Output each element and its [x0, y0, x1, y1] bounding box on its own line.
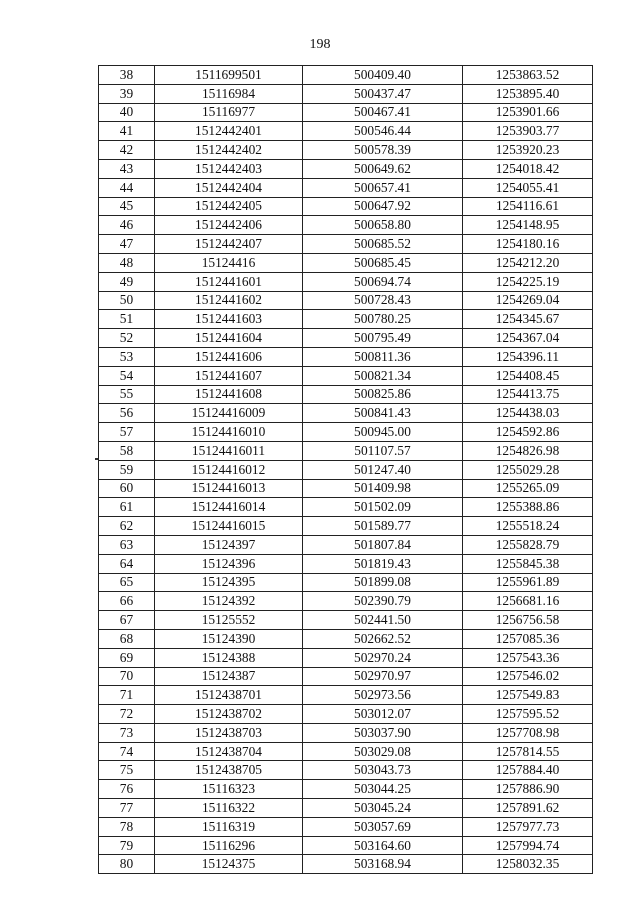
point-id-cell: 15124416011	[155, 441, 303, 460]
row-index-cell: 59	[99, 460, 155, 479]
x-coordinate-cell: 500811.36	[303, 347, 463, 366]
y-coordinate-cell: 1254345.67	[463, 310, 593, 329]
point-id-cell: 15125552	[155, 611, 303, 630]
row-index-cell: 49	[99, 272, 155, 291]
y-coordinate-cell: 1257549.83	[463, 686, 593, 705]
table-row	[99, 329, 593, 348]
x-coordinate-cell: 503044.25	[303, 780, 463, 799]
x-coordinate-cell: 503012.07	[303, 705, 463, 724]
table-row	[99, 122, 593, 141]
y-coordinate-cell: 1255828.79	[463, 535, 593, 554]
x-coordinate-cell: 501589.77	[303, 517, 463, 536]
x-coordinate-cell: 503045.24	[303, 799, 463, 818]
y-coordinate-cell: 1258032.35	[463, 855, 593, 874]
y-coordinate-cell: 1257708.98	[463, 723, 593, 742]
row-index-cell: 48	[99, 253, 155, 272]
row-index-cell: 66	[99, 592, 155, 611]
row-index-cell: 58	[99, 441, 155, 460]
y-coordinate-cell: 1254367.04	[463, 329, 593, 348]
point-id-cell: 1512438701	[155, 686, 303, 705]
point-id-cell: 1512441602	[155, 291, 303, 310]
table-row	[99, 686, 593, 705]
x-coordinate-cell: 503057.69	[303, 817, 463, 836]
x-coordinate-cell: 500649.62	[303, 159, 463, 178]
table-row	[99, 103, 593, 122]
table-row	[99, 141, 593, 160]
x-coordinate-cell: 501819.43	[303, 554, 463, 573]
y-coordinate-cell: 1255029.28	[463, 460, 593, 479]
x-coordinate-cell: 503168.94	[303, 855, 463, 874]
table-row	[99, 592, 593, 611]
table-row	[99, 253, 593, 272]
point-id-cell: 15124416012	[155, 460, 303, 479]
row-index-cell: 80	[99, 855, 155, 874]
y-coordinate-cell: 1255518.24	[463, 517, 593, 536]
table-row	[99, 404, 593, 423]
table-row	[99, 66, 593, 85]
table-row	[99, 705, 593, 724]
table-row	[99, 517, 593, 536]
x-coordinate-cell: 500795.49	[303, 329, 463, 348]
y-coordinate-cell: 1254180.16	[463, 235, 593, 254]
point-id-cell: 1512441603	[155, 310, 303, 329]
row-index-cell: 74	[99, 742, 155, 761]
point-id-cell: 1512442401	[155, 122, 303, 141]
x-coordinate-cell: 500728.43	[303, 291, 463, 310]
table-row	[99, 780, 593, 799]
point-id-cell: 1512442405	[155, 197, 303, 216]
table-row	[99, 197, 593, 216]
y-coordinate-cell: 1253920.23	[463, 141, 593, 160]
row-index-cell: 57	[99, 423, 155, 442]
coordinates-table	[98, 65, 593, 874]
y-coordinate-cell: 1254018.42	[463, 159, 593, 178]
row-index-cell: 78	[99, 817, 155, 836]
x-coordinate-cell: 500647.92	[303, 197, 463, 216]
point-id-cell: 1512442403	[155, 159, 303, 178]
y-coordinate-cell: 1255845.38	[463, 554, 593, 573]
row-index-cell: 54	[99, 366, 155, 385]
row-index-cell: 50	[99, 291, 155, 310]
table-row	[99, 817, 593, 836]
table-row	[99, 84, 593, 103]
table-row	[99, 611, 593, 630]
point-id-cell: 1512442404	[155, 178, 303, 197]
point-id-cell: 1512441608	[155, 385, 303, 404]
table-row	[99, 554, 593, 573]
row-index-cell: 60	[99, 479, 155, 498]
y-coordinate-cell: 1255388.86	[463, 498, 593, 517]
table-row	[99, 742, 593, 761]
y-coordinate-cell: 1256681.16	[463, 592, 593, 611]
x-coordinate-cell: 503043.73	[303, 761, 463, 780]
row-index-cell: 69	[99, 648, 155, 667]
row-index-cell: 38	[99, 66, 155, 85]
x-coordinate-cell: 500409.40	[303, 66, 463, 85]
point-id-cell: 15124390	[155, 629, 303, 648]
y-coordinate-cell: 1254148.95	[463, 216, 593, 235]
point-id-cell: 15124416014	[155, 498, 303, 517]
table-row	[99, 573, 593, 592]
y-coordinate-cell: 1257085.36	[463, 629, 593, 648]
table-row	[99, 648, 593, 667]
point-id-cell: 15124416013	[155, 479, 303, 498]
table-row	[99, 761, 593, 780]
point-id-cell: 15124388	[155, 648, 303, 667]
table-row	[99, 667, 593, 686]
table-row	[99, 479, 593, 498]
point-id-cell: 1512441607	[155, 366, 303, 385]
x-coordinate-cell: 500825.86	[303, 385, 463, 404]
row-index-cell: 72	[99, 705, 155, 724]
point-id-cell: 15116322	[155, 799, 303, 818]
y-coordinate-cell: 1255265.09	[463, 479, 593, 498]
x-coordinate-cell: 500780.25	[303, 310, 463, 329]
x-coordinate-cell: 503029.08	[303, 742, 463, 761]
point-id-cell: 15124416009	[155, 404, 303, 423]
table-row	[99, 498, 593, 517]
row-index-cell: 45	[99, 197, 155, 216]
y-coordinate-cell: 1254396.11	[463, 347, 593, 366]
table-row	[99, 460, 593, 479]
point-id-cell: 15124387	[155, 667, 303, 686]
table-row	[99, 366, 593, 385]
y-coordinate-cell: 1257891.62	[463, 799, 593, 818]
y-coordinate-cell: 1254055.41	[463, 178, 593, 197]
point-id-cell: 1512442406	[155, 216, 303, 235]
point-id-cell: 15124396	[155, 554, 303, 573]
table-row	[99, 423, 593, 442]
table-row	[99, 216, 593, 235]
x-coordinate-cell: 502390.79	[303, 592, 463, 611]
y-coordinate-cell: 1255961.89	[463, 573, 593, 592]
table-row	[99, 291, 593, 310]
row-index-cell: 43	[99, 159, 155, 178]
row-index-cell: 76	[99, 780, 155, 799]
point-id-cell: 15124375	[155, 855, 303, 874]
x-coordinate-cell: 500841.43	[303, 404, 463, 423]
y-coordinate-cell: 1254826.98	[463, 441, 593, 460]
x-coordinate-cell: 500945.00	[303, 423, 463, 442]
x-coordinate-cell: 501899.08	[303, 573, 463, 592]
row-index-cell: 65	[99, 573, 155, 592]
x-coordinate-cell: 501502.09	[303, 498, 463, 517]
x-coordinate-cell: 500657.41	[303, 178, 463, 197]
y-coordinate-cell: 1254413.75	[463, 385, 593, 404]
x-coordinate-cell: 503037.90	[303, 723, 463, 742]
x-coordinate-cell: 502973.56	[303, 686, 463, 705]
y-coordinate-cell: 1253901.66	[463, 103, 593, 122]
table-row	[99, 629, 593, 648]
y-coordinate-cell: 1253863.52	[463, 66, 593, 85]
x-coordinate-cell: 500685.45	[303, 253, 463, 272]
x-coordinate-cell: 500658.80	[303, 216, 463, 235]
table-row	[99, 159, 593, 178]
row-index-cell: 64	[99, 554, 155, 573]
row-index-cell: 47	[99, 235, 155, 254]
point-id-cell: 1512441606	[155, 347, 303, 366]
point-id-cell: 15124397	[155, 535, 303, 554]
x-coordinate-cell: 501807.84	[303, 535, 463, 554]
point-id-cell: 15124416010	[155, 423, 303, 442]
page-number: 198	[309, 37, 331, 52]
point-id-cell: 1512438702	[155, 705, 303, 724]
point-id-cell: 1512438704	[155, 742, 303, 761]
y-coordinate-cell: 1253895.40	[463, 84, 593, 103]
x-coordinate-cell: 503164.60	[303, 836, 463, 855]
x-coordinate-cell: 501409.98	[303, 479, 463, 498]
point-id-cell: 1512442402	[155, 141, 303, 160]
x-coordinate-cell: 501247.40	[303, 460, 463, 479]
row-index-cell: 51	[99, 310, 155, 329]
x-coordinate-cell: 500437.47	[303, 84, 463, 103]
point-id-cell: 15124416	[155, 253, 303, 272]
y-coordinate-cell: 1254269.04	[463, 291, 593, 310]
row-index-cell: 55	[99, 385, 155, 404]
table-row	[99, 310, 593, 329]
row-index-cell: 71	[99, 686, 155, 705]
point-id-cell: 1512441601	[155, 272, 303, 291]
table-row	[99, 347, 593, 366]
table-row	[99, 855, 593, 874]
table-row	[99, 178, 593, 197]
x-coordinate-cell: 502970.97	[303, 667, 463, 686]
point-id-cell: 15116984	[155, 84, 303, 103]
row-index-cell: 62	[99, 517, 155, 536]
point-id-cell: 15116319	[155, 817, 303, 836]
point-id-cell: 1512441604	[155, 329, 303, 348]
y-coordinate-cell: 1257994.74	[463, 836, 593, 855]
row-index-cell: 79	[99, 836, 155, 855]
x-coordinate-cell: 502970.24	[303, 648, 463, 667]
table-row	[99, 235, 593, 254]
x-coordinate-cell: 500685.52	[303, 235, 463, 254]
y-coordinate-cell: 1254225.19	[463, 272, 593, 291]
row-index-cell: 42	[99, 141, 155, 160]
y-coordinate-cell: 1254116.61	[463, 197, 593, 216]
row-index-cell: 70	[99, 667, 155, 686]
row-index-cell: 63	[99, 535, 155, 554]
point-id-cell: 15116323	[155, 780, 303, 799]
point-id-cell: 15124392	[155, 592, 303, 611]
y-coordinate-cell: 1254592.86	[463, 423, 593, 442]
x-coordinate-cell: 500578.39	[303, 141, 463, 160]
point-id-cell: 1512438703	[155, 723, 303, 742]
row-index-cell: 39	[99, 84, 155, 103]
point-id-cell: 1512442407	[155, 235, 303, 254]
row-index-cell: 75	[99, 761, 155, 780]
point-id-cell: 15116977	[155, 103, 303, 122]
row-index-cell: 41	[99, 122, 155, 141]
table-row	[99, 535, 593, 554]
row-index-cell: 73	[99, 723, 155, 742]
y-coordinate-cell: 1253903.77	[463, 122, 593, 141]
row-index-cell: 77	[99, 799, 155, 818]
point-id-cell: 15124395	[155, 573, 303, 592]
x-coordinate-cell: 500546.44	[303, 122, 463, 141]
coordinates-table-body	[99, 66, 593, 874]
y-coordinate-cell: 1256756.58	[463, 611, 593, 630]
table-row	[99, 385, 593, 404]
x-coordinate-cell: 502662.52	[303, 629, 463, 648]
y-coordinate-cell: 1257886.90	[463, 780, 593, 799]
y-coordinate-cell: 1257546.02	[463, 667, 593, 686]
y-coordinate-cell: 1257814.55	[463, 742, 593, 761]
point-id-cell: 15116296	[155, 836, 303, 855]
y-coordinate-cell: 1254438.03	[463, 404, 593, 423]
y-coordinate-cell: 1257543.36	[463, 648, 593, 667]
row-index-cell: 53	[99, 347, 155, 366]
row-index-cell: 67	[99, 611, 155, 630]
table-row	[99, 441, 593, 460]
row-index-cell: 56	[99, 404, 155, 423]
x-coordinate-cell: 501107.57	[303, 441, 463, 460]
y-coordinate-cell: 1257884.40	[463, 761, 593, 780]
table-row	[99, 836, 593, 855]
row-index-cell: 61	[99, 498, 155, 517]
y-coordinate-cell: 1254212.20	[463, 253, 593, 272]
row-index-cell: 44	[99, 178, 155, 197]
table-row	[99, 723, 593, 742]
point-id-cell: 15124416015	[155, 517, 303, 536]
table-row	[99, 272, 593, 291]
y-coordinate-cell: 1254408.45	[463, 366, 593, 385]
x-coordinate-cell: 502441.50	[303, 611, 463, 630]
point-id-cell: 1511699501	[155, 66, 303, 85]
row-index-cell: 40	[99, 103, 155, 122]
y-coordinate-cell: 1257977.73	[463, 817, 593, 836]
row-index-cell: 68	[99, 629, 155, 648]
table-row	[99, 799, 593, 818]
x-coordinate-cell: 500694.74	[303, 272, 463, 291]
point-id-cell: 1512438705	[155, 761, 303, 780]
x-coordinate-cell: 500467.41	[303, 103, 463, 122]
row-index-cell: 52	[99, 329, 155, 348]
row-index-cell: 46	[99, 216, 155, 235]
x-coordinate-cell: 500821.34	[303, 366, 463, 385]
y-coordinate-cell: 1257595.52	[463, 705, 593, 724]
